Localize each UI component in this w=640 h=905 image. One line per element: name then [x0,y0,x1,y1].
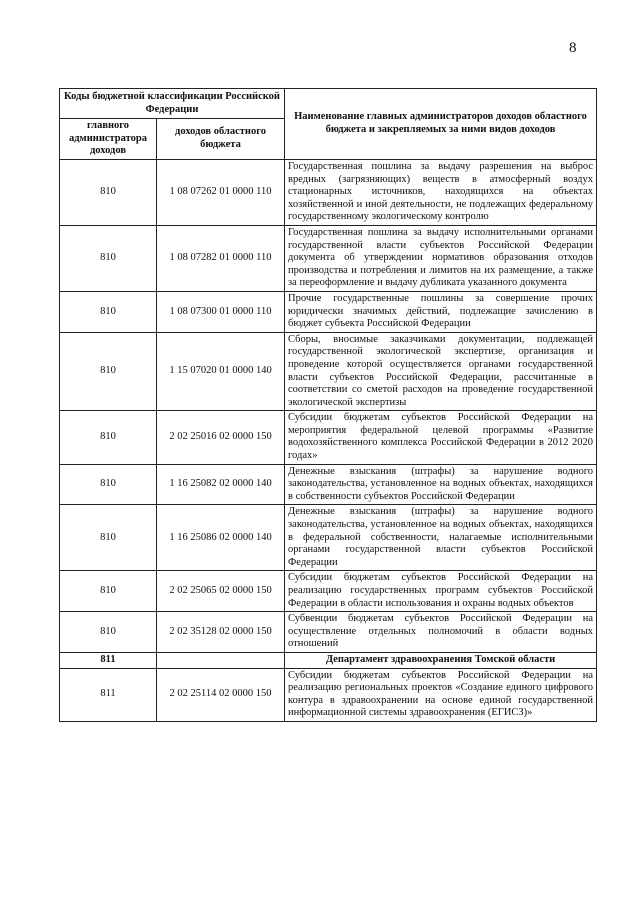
admin-code-cell: 810 [60,332,157,411]
budget-classification-table [59,88,597,722]
income-name-cell: Государственная пошлина за выдачу разрешения на выброс вредных (загрязняющих) веществ в атмосферный воздух стационарных источников, находящихся на объектах хозяйственной и иной деятельности, не подлежащих федеральному государственному экологическому контролю [285,160,597,226]
income-name-cell: Субсидии бюджетам субъектов Российской Федерации на реализацию государственных программ субъектов Российской Федерации в области использования и охраны водных объектов [285,571,597,612]
department-row [60,652,597,668]
income-name-cell: Субсидии бюджетам субъектов Российской Федерации на реализацию региональных проектов «Создание единого цифрового контура в здравоохранении на основе единой государственной информационной системы здравоохранения (ЕГИСЗ)» [285,668,597,721]
admin-code-cell: 810 [60,464,157,505]
income-code-cell [157,652,285,668]
admin-code-cell: 810 [60,612,157,653]
admin-code-cell: 810 [60,291,157,332]
department-name-cell: Департамент здравоохранения Томской области [285,652,597,668]
table-row [60,225,597,291]
income-name-cell: Субвенции бюджетам субъектов Российской Федерации на осуществление отдельных полномочий в области водных отношений [285,612,597,653]
admin-code-cell: 811 [60,652,157,668]
table-row [60,668,597,721]
admin-code-cell: 810 [60,225,157,291]
admin-code-cell: 810 [60,411,157,464]
income-code-cell: 1 16 25086 02 0000 140 [157,505,285,571]
table-row [60,612,597,653]
admin-code-cell: 810 [60,160,157,226]
income-code-cell: 2 02 35128 02 0000 150 [157,612,285,653]
income-code-cell: 1 08 07262 01 0000 110 [157,160,285,226]
table-body [60,160,597,722]
header-name-column: Наименование главных администраторов доходов областного бюджета и закрепляемых за ними видов доходов [285,89,597,160]
income-name-cell: Государственная пошлина за выдачу исполнительными органами государственной власти субъектов Российской Федерации документа об утверждении нормативов образования отходов производства и потребления и лимитов на их размещение, а также за переоформление и выдачу дубликата указанного документа [285,225,597,291]
income-code-cell: 1 15 07020 01 0000 140 [157,332,285,411]
income-code-cell: 1 16 25082 02 0000 140 [157,464,285,505]
page-number: 8 [569,40,577,56]
income-name-cell: Субсидии бюджетам субъектов Российской Федерации на мероприятия федеральной целевой программы «Развитие водохозяйственного комплекса Российской Федерации в 2012 2020 годах» [285,411,597,464]
income-name-cell: Прочие государственные пошлины за совершение прочих юридически значимых действий, подлежащие зачислению в бюджет субъекта Российской Федерации [285,291,597,332]
header-row-1 [60,89,597,119]
income-code-cell: 2 02 25016 02 0000 150 [157,411,285,464]
header-income-column: доходов областного бюджета [157,119,285,160]
table-row [60,571,597,612]
header-codes-group: Коды бюджетной классификации Российской Федерации [60,89,285,119]
table-row [60,464,597,505]
income-name-cell: Денежные взыскания (штрафы) за нарушение водного законодательства, установленное на водных объектах, находящихся в собственности субъектов Российской Федерации [285,464,597,505]
table-row [60,332,597,411]
income-name-cell: Сборы, вносимые заказчиками документации, подлежащей государственной экологической экспертизе, организация и проведение которой осуществляется органами государственной власти субъектов Российской Федерации, рассчитанные в соответствии со сметой расходов на проведение государственной экологической экспертизы [285,332,597,411]
income-name-cell: Денежные взыскания (штрафы) за нарушение водного законодательства, установленное на водных объектах, находящихся в федеральной собственности, налагаемые исполнительными органами государственной власти субъектов Российской Федерации [285,505,597,571]
admin-code-cell: 810 [60,505,157,571]
admin-code-cell: 810 [60,571,157,612]
table-row [60,160,597,226]
table-row [60,291,597,332]
income-code-cell: 1 08 07300 01 0000 110 [157,291,285,332]
income-code-cell: 2 02 25114 02 0000 150 [157,668,285,721]
header-admin-column: главного администратора доходов [60,119,157,160]
income-code-cell: 2 02 25065 02 0000 150 [157,571,285,612]
admin-code-cell: 811 [60,668,157,721]
table-row [60,505,597,571]
table-row [60,411,597,464]
income-code-cell: 1 08 07282 01 0000 110 [157,225,285,291]
